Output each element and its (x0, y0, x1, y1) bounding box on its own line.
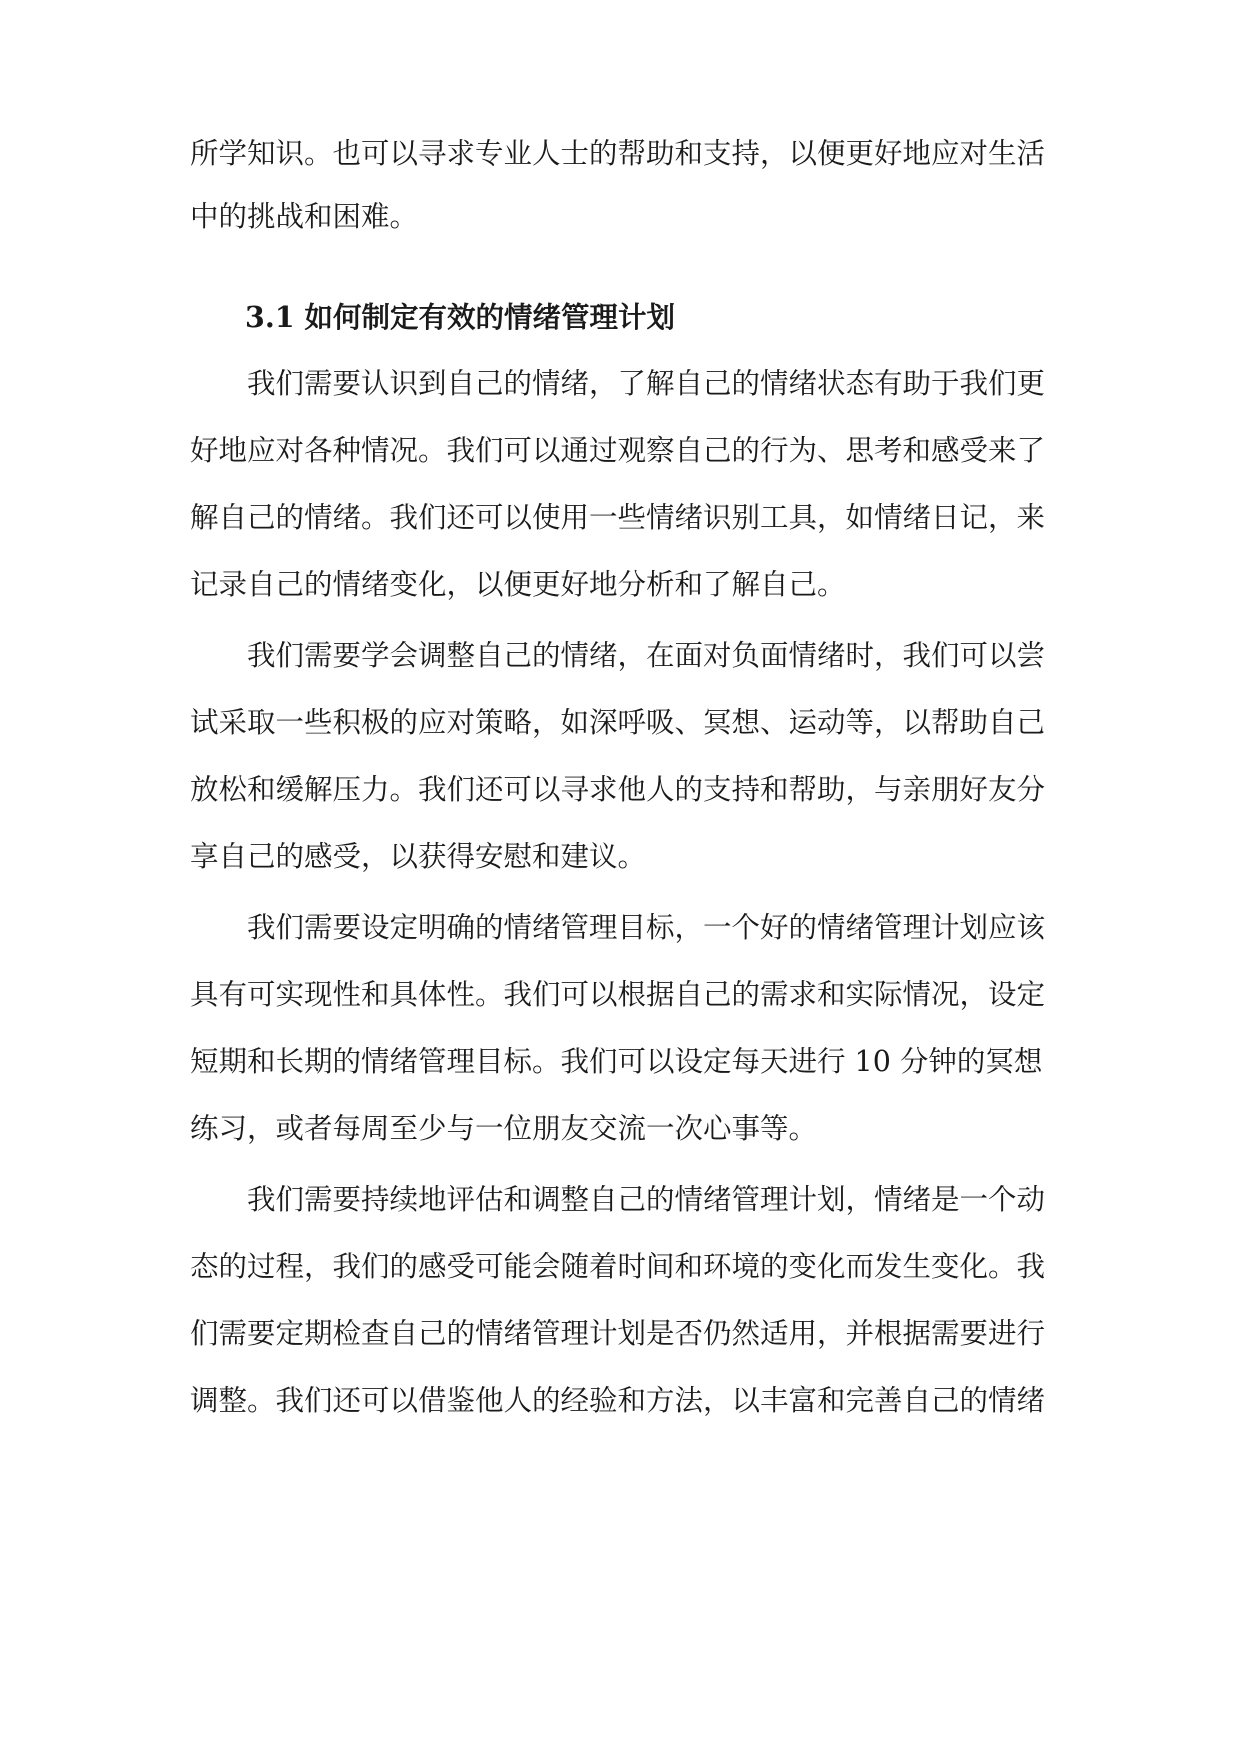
paragraph-line: 解自己的情绪。我们还可以使用一些情绪识别工具，如情绪日记，来 (190, 501, 1046, 534)
intro-line-1: 所学知识。也可以寻求专业人士的帮助和支持，以便更好地应对生活 (190, 137, 1046, 170)
paragraph-line: 放松和缓解压力。我们还可以寻求他人的支持和帮助，与亲朋好友分 (190, 773, 1046, 806)
paragraph-line: 我们需要学会调整自己的情绪，在面对负面情绪时，我们可以尝 (190, 639, 1046, 672)
paragraph-line: 享自己的感受，以获得安慰和建议。 (190, 840, 647, 873)
paragraph-line: 具有可实现性和具体性。我们可以根据自己的需求和实际情况，设定 (190, 978, 1046, 1011)
paragraph-line: 短期和长期的情绪管理目标。我们可以设定每天进行 10 分钟的冥想 (190, 1045, 1043, 1078)
section-heading: 3.1 如何制定有效的情绪管理计划 (245, 300, 676, 334)
paragraph-line: 记录自己的情绪变化，以便更好地分析和了解自己。 (190, 568, 846, 601)
paragraph-line: 我们需要设定明确的情绪管理目标，一个好的情绪管理计划应该 (190, 911, 1046, 944)
paragraph-line: 练习，或者每周至少与一位朋友交流一次心事等。 (190, 1112, 818, 1145)
intro-line-2: 中的挑战和困难。 (190, 200, 419, 233)
paragraph-line: 们需要定期检查自己的情绪管理计划是否仍然适用，并根据需要进行 (190, 1317, 1046, 1350)
paragraph-line: 态的过程，我们的感受可能会随着时间和环境的变化而发生变化。我 (190, 1250, 1046, 1283)
paragraph-line: 试采取一些积极的应对策略，如深呼吸、冥想、运动等，以帮助自己 (190, 706, 1046, 739)
paragraph-line: 我们需要认识到自己的情绪，了解自己的情绪状态有助于我们更 (190, 367, 1046, 400)
paragraph-line: 我们需要持续地评估和调整自己的情绪管理计划，情绪是一个动 (190, 1183, 1046, 1216)
paragraph-line: 调整。我们还可以借鉴他人的经验和方法，以丰富和完善自己的情绪 (190, 1384, 1046, 1417)
paragraph-line: 好地应对各种情况。我们可以通过观察自己的行为、思考和感受来了 (190, 434, 1046, 467)
